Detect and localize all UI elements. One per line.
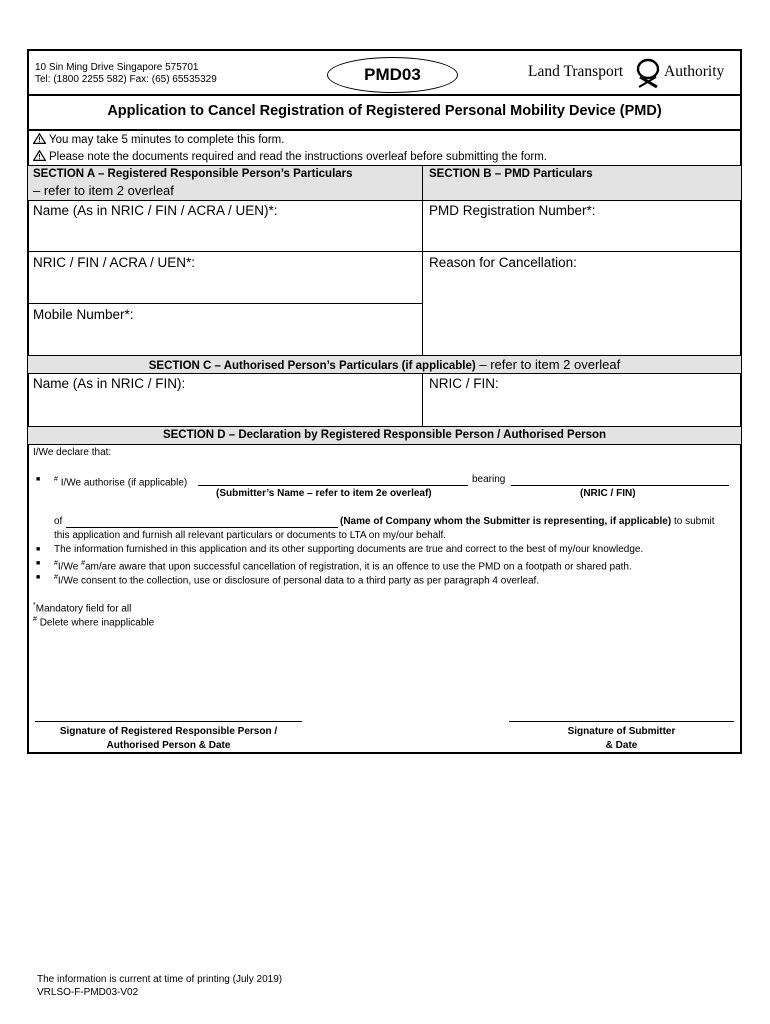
lta-logo-icon (633, 56, 663, 90)
company-tail: to submit (671, 516, 715, 527)
reason-field[interactable] (424, 272, 740, 354)
company-caption-line (340, 516, 715, 528)
signature-right-line[interactable] (509, 721, 734, 722)
address-line1: 10 Sin Ming Drive Singapore 575701 (35, 62, 199, 73)
company-name-field[interactable] (66, 527, 338, 528)
lta-logo-right: Authority (664, 63, 725, 80)
mandatory-note: *Mandatory field for all (33, 602, 132, 615)
bearing-text: bearing (472, 474, 506, 485)
column-divider (422, 165, 423, 355)
authorised-nric-label: NRIC / FIN: (429, 376, 499, 391)
authorised-nric-field[interactable] (424, 393, 740, 425)
lta-logo-left: Land Transport (528, 63, 624, 80)
of-text: of (54, 516, 63, 527)
reason-label: Reason for Cancellation: (429, 255, 577, 270)
company-line2: this application and furnish all relevant particulars or documents to LTA on my/our behalf. (54, 530, 447, 541)
section-b-title: SECTION B – PMD Particulars (429, 168, 593, 180)
section-c-title: SECTION C – Authorised Person’s Particulars (if applicable) (148, 360, 476, 372)
notice-time (33, 133, 284, 146)
company-caption: (Name of Company whom the Submitter is representing, if applicable) (340, 516, 672, 527)
divider (27, 129, 742, 131)
name-field-label: Name (As in NRIC / FIN / ACRA / UEN)*: (33, 203, 278, 218)
section-c-header (27, 357, 742, 372)
divider (27, 165, 742, 166)
submitter-name-field[interactable] (198, 485, 468, 486)
signature-right-caption-2: & Date (605, 740, 638, 751)
mandatory-note-text: Mandatory field for all (35, 603, 132, 615)
signature-left-line[interactable] (35, 721, 302, 722)
form-code-badge: PMD03 (327, 57, 458, 93)
divider (27, 200, 742, 201)
section-c-title-suffix: – refer to item 2 overleaf (475, 357, 621, 372)
warning-icon (33, 150, 46, 161)
column-divider (422, 373, 423, 426)
divider (27, 444, 742, 445)
authorised-name-label: Name (As in NRIC / FIN): (33, 376, 186, 391)
signature-left-caption-2: Authorised Person & Date (106, 740, 231, 751)
authorised-name-field[interactable] (28, 393, 421, 425)
submitter-caption: (Submitter’s Name – refer to item 2e overleaf) (216, 488, 432, 499)
name-field[interactable] (28, 220, 421, 250)
footer-line2: VRLSO-F-PMD03-V02 (37, 987, 139, 998)
mobile-field[interactable] (28, 324, 421, 354)
bullet3-b: am/are aware that upon successful cancellation of registration, it is an offence to use the PMD on a footpath or shared path. (84, 561, 632, 573)
declare-text: I/We declare that: (33, 447, 112, 458)
notice-documents (33, 150, 547, 163)
bullet-icon: ■ (36, 560, 41, 567)
nric-caption: (NRIC / FIN) (580, 488, 636, 499)
nric-field[interactable] (28, 272, 421, 302)
bullet-icon: ■ (36, 574, 41, 581)
bullet3-line: #I/We #am/are aware that upon successful cancellation of registration, it is an offence to use the PMD on a footpath or shared path. (54, 560, 632, 573)
bullet4-text: I/We consent to the collection, use or disclosure of personal data to a third party as per paragraph 4 overleaf. (57, 575, 540, 587)
authorise-text: I/We authorise (if applicable) (60, 477, 188, 489)
divider (27, 373, 742, 374)
delete-note-text: Delete where inapplicable (39, 617, 155, 629)
form-title: Application to Cancel Registration of Registered Personal Mobility Device (PMD) (107, 103, 662, 119)
delete-note: # Delete where inapplicable (33, 616, 155, 629)
warning-icon (33, 133, 46, 144)
divider (27, 94, 742, 96)
bullet2-text: The information furnished in this application and its other supporting documents are true and correct to the best of my/our knowledge. (54, 544, 644, 555)
notice-documents-text: Please note the documents required and read the instructions overleaf before submitting the form. (49, 151, 547, 163)
bullet-icon: ■ (36, 476, 41, 483)
divider (27, 251, 742, 252)
pmd-reg-field[interactable] (424, 220, 740, 250)
submitter-nric-field[interactable] (511, 485, 729, 486)
notice-time-text: You may take 5 minutes to complete this form. (49, 134, 285, 146)
mobile-field-label: Mobile Number*: (33, 307, 134, 322)
bullet4-line: #I/We consent to the collection, use or disclosure of personal data to a third party as per paragraph 4 overleaf. (54, 574, 540, 587)
signature-left-caption-1: Signature of Registered Responsible Person / (59, 726, 278, 737)
divider (27, 303, 423, 304)
pmd-reg-label: PMD Registration Number*: (429, 203, 596, 218)
address-line2: Tel: (1800 2255 582) Fax: (65) 65535329 (35, 74, 217, 85)
footer-line1: The information is current at time of printing (July 2019) (37, 974, 283, 985)
authorise-line: # I/We authorise (if applicable) (54, 476, 188, 489)
section-a-title: SECTION A – Registered Responsible Person’s Particulars (33, 168, 353, 180)
bullet3-a: I/We (57, 561, 82, 573)
signature-right-caption-1: Signature of Submitter (567, 726, 676, 737)
section-a-subtitle: – refer to item 2 overleaf (33, 183, 174, 198)
section-d-title: SECTION D – Declaration by Registered Responsible Person / Authorised Person (162, 429, 607, 441)
nric-field-label: NRIC / FIN / ACRA / UEN*: (33, 255, 196, 270)
bullet-icon: ■ (36, 546, 41, 553)
